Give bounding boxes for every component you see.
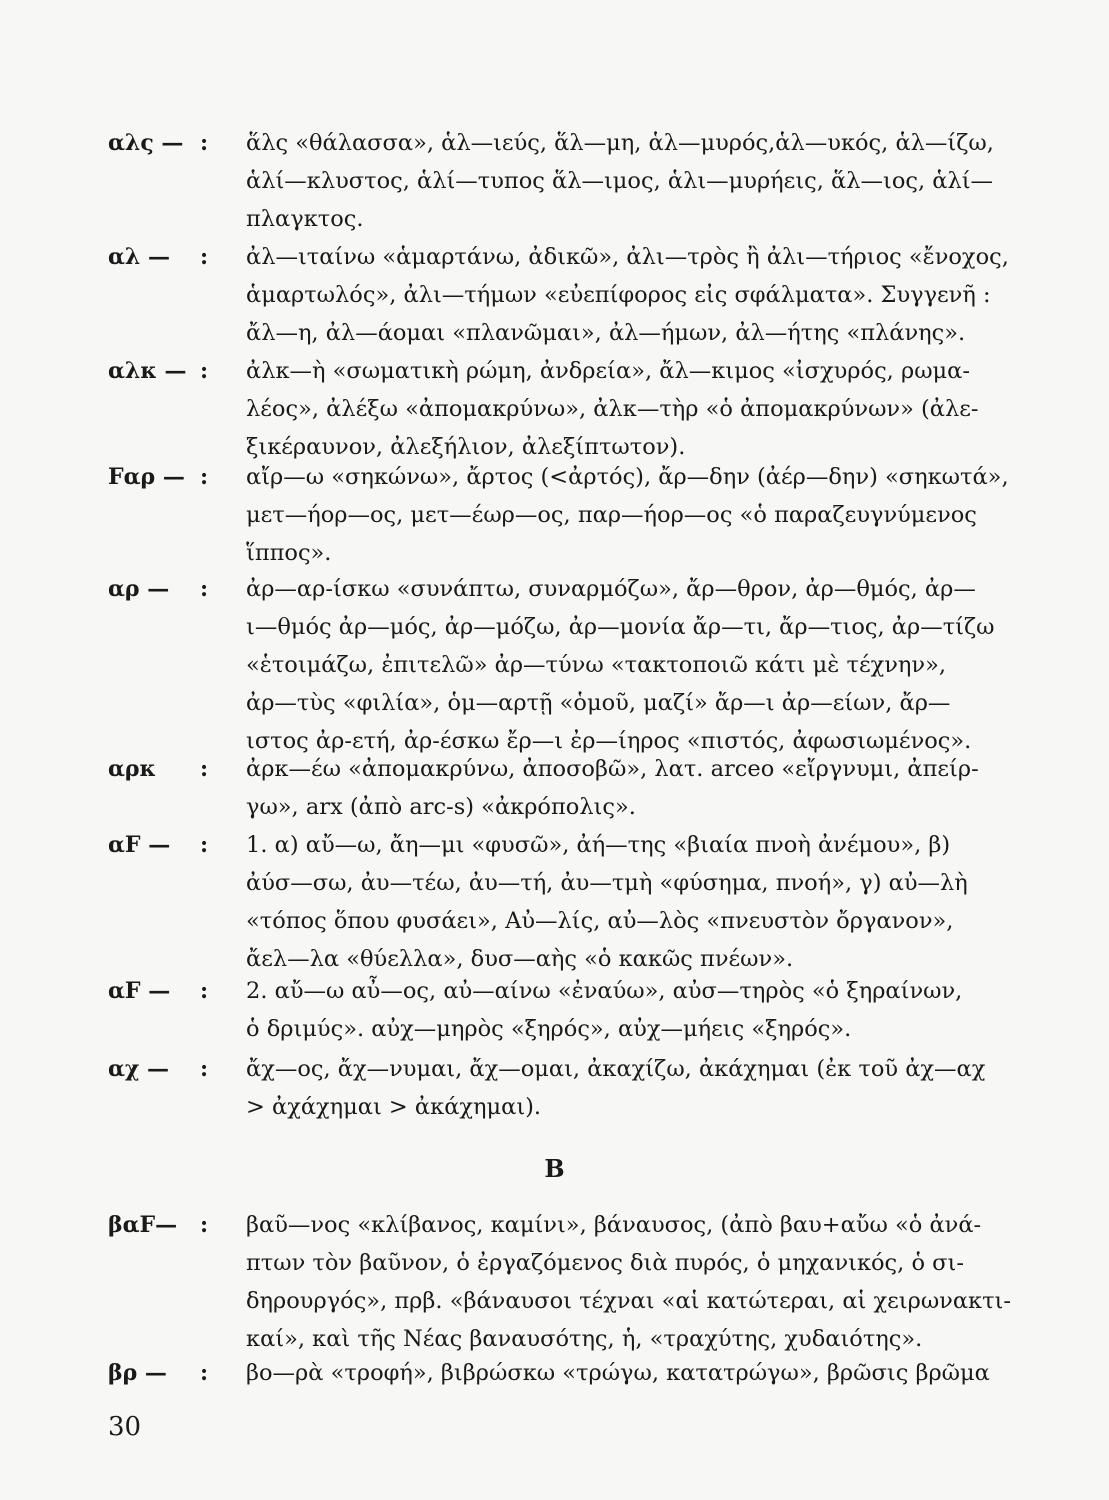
- definition-line: ξικέραυνον, ἀλεξήλιον, ἀλεξίπτωτον).: [246, 434, 686, 460]
- entry-colon: :: [200, 130, 209, 156]
- entry-colon: :: [200, 756, 209, 782]
- entry-root: βαF—: [108, 1212, 178, 1238]
- entry-far: [108, 458, 1038, 572]
- definition-line: ἄελ—λα «θύελλα», δυσ—αὴς «ὁ κακῶς πνέων».: [246, 946, 794, 972]
- entry-vaf: [108, 1206, 1038, 1358]
- entry-vr: [108, 1354, 1038, 1392]
- definition-line: 2. αὔ—ω αὖ—ος, αὐ—αίνω «ἐναύω», αὐσ—τηρὸς «ὁ ξηραίνων,: [246, 978, 963, 1004]
- definition-line: > ἀχάχημαι > ἀκάχημαι).: [246, 1094, 542, 1120]
- entry-root: βρ —: [108, 1360, 167, 1386]
- entry-als: [108, 124, 1038, 238]
- definition-line: πλαγκτος.: [246, 206, 364, 232]
- entry-colon: :: [200, 832, 209, 858]
- entry-colon: :: [200, 576, 209, 602]
- definition-line: ἅλς «θάλασσα», ἁλ—ιεύς, ἅλ—μη, ἁλ—μυρός,ἁλ—υκός, ἁλ—ίζω,: [246, 130, 994, 156]
- definition-line: ι—θμός ἀρ—μός, ἀρ—μόζω, ἀρ—μονία ἄρ—τι, ἄρ—τιος, ἀρ—τίζω: [246, 614, 995, 640]
- entry-colon: :: [200, 1212, 209, 1238]
- entry-root: αλς —: [108, 130, 184, 156]
- entry-root: αρκ: [108, 756, 157, 782]
- entry-definition: [246, 238, 1038, 352]
- definition-line: λέος», ἀλέξω «ἀπομακρύνω», ἀλκ—τὴρ «ὁ ἀπομακρύνων» (ἀλε-: [246, 396, 979, 422]
- definition-line: «τόπος ὅπου φυσάει», Αὐ—λίς, αὐ—λὸς «πνευστὸν ὄργανον»,: [246, 908, 954, 934]
- entry-definition: [246, 1354, 1038, 1392]
- entry-root: αλ —: [108, 244, 171, 270]
- definition-line: γω», arx (ἀπὸ arc-s) «ἀκρόπολις».: [246, 794, 636, 820]
- definition-line: ἄχ—ος, ἄχ—νυμαι, ἄχ—ομαι, ἀκαχίζω, ἀκάχημαι (ἐκ τοῦ ἀχ—αχ: [246, 1056, 986, 1082]
- entry-colon: :: [200, 1056, 209, 1082]
- entry-colon: :: [200, 1360, 209, 1386]
- entry-root: αρ —: [108, 576, 170, 602]
- entry-root: αλκ —: [108, 358, 187, 384]
- definition-line: «ἑτοιμάζω, ἐπιτελῶ» ἀρ—τύνω «τακτοποιῶ κάτι μὲ τέχνην»,: [246, 652, 946, 678]
- definition-line: ἄλ—η, ἀλ—άομαι «πλανῶμαι», ἀλ—ήμων, ἀλ—ήτης «πλάνης».: [246, 320, 966, 346]
- definition-line: ἁλί—κλυστος, ἁλί—τυπος ἅλ—ιμος, ἁλι—μυρήεις, ἅλ—ιος, ἁλί—: [246, 168, 994, 194]
- entry-definition: [246, 352, 1038, 466]
- definition-line: ἁμαρτωλός», ἀλι—τήμων «εὐεπίφορος εἰς σφάλματα». Συγγενῆ :: [246, 282, 991, 308]
- entry-definition: [246, 124, 1038, 238]
- entry-root: Fαρ —: [108, 464, 185, 490]
- entry-colon: :: [200, 978, 209, 1004]
- entry-definition: [246, 750, 1038, 826]
- entry-alk: [108, 352, 1038, 466]
- definition-line: μετ—ήορ—ος, μετ—έωρ—ος, παρ—ήορ—ος «ὁ παραζευγνύμενος: [246, 502, 977, 528]
- entry-al: [108, 238, 1038, 352]
- entry-colon: :: [200, 244, 209, 270]
- entry-definition: [246, 1206, 1038, 1358]
- definition-line: ἀρ—αρ-ίσκω «συνάπτω, συναρμόζω», ἄρ—θρον, ἀρ—θμός, ἀρ—: [246, 576, 976, 602]
- definition-line: δηρουργός», πρβ. «βάναυσοι τέχναι «αἱ κατώτεραι, αἱ χειρωνακτι-: [246, 1288, 1011, 1314]
- entry-definition: [246, 1050, 1038, 1126]
- section-letter: Β: [544, 1154, 565, 1183]
- definition-line: ἵππος».: [246, 540, 332, 566]
- entry-ach: [108, 1050, 1038, 1126]
- entry-definition: [246, 826, 1038, 978]
- entry-root: αF —: [108, 978, 171, 1004]
- entry-colon: :: [200, 464, 209, 490]
- definition-line: ιστος ἀρ-ετή, ἀρ-έσκω ἔρ—ι ἐρ—ίηρος «πιστός, ἀφωσιωμένος».: [246, 728, 972, 754]
- definition-line: πτων τὸν βαῦνον, ὁ ἐργαζόμενος διὰ πυρός, ὁ μηχανικός, ὁ σι-: [246, 1250, 964, 1276]
- entry-root: αF —: [108, 832, 171, 858]
- entry-ark: [108, 750, 1038, 826]
- entry-root: αχ —: [108, 1056, 170, 1082]
- definition-line: ὁ δριμύς». αὐχ—μηρὸς «ξηρός», αὐχ—μήεις «ξηρός».: [246, 1016, 852, 1042]
- entry-definition: [246, 972, 1038, 1048]
- definition-line: βαῦ—νος «κλίβανος, καμίνι», βάναυσος, (ἀπὸ βαυ+αὔω «ὁ ἀνά-: [246, 1212, 982, 1238]
- page-number: 30: [108, 1412, 142, 1442]
- definition-line: ἀρ—τὺς «φιλία», ὁμ—αρτῇ «ὁμοῦ, μαζί» ἄρ—ι ἀρ—είων, ἄρ—: [246, 690, 951, 716]
- entry-af-2: [108, 972, 1038, 1048]
- definition-line: ἀλ—ιταίνω «ἁμαρτάνω, ἀδικῶ», ἀλι—τρὸς ἢ ἀλι—τήριος «ἔνοχος,: [246, 244, 1009, 270]
- definition-line: ἀλκ—ὴ «σωματικὴ ρώμη, ἀνδρεία», ἄλ—κιμος «ἰσχυρός, ρωμα-: [246, 358, 970, 384]
- entry-af-1: [108, 826, 1038, 978]
- entry-definition: [246, 458, 1038, 572]
- definition-line: βο—ρὰ «τροφή», βιβρώσκω «τρώγω, κατατρώγω», βρῶσις βρῶμα: [246, 1360, 990, 1386]
- definition-line: ἀύσ—σω, ἀυ—τέω, ἀυ—τή, ἀυ—τμὴ «φύσημα, πνοή», γ) αὐ—λὴ: [246, 870, 968, 896]
- entry-definition: [246, 570, 1038, 760]
- definition-line: 1. α) αὔ—ω, ἄη—μι «φυσῶ», ἀή—της «βιαία πνοὴ ἀνέμου», β): [246, 832, 951, 858]
- definition-line: αἴρ—ω «σηκώνω», ἄρτος (<ἀρτός), ἄρ—δην (ἀέρ—δην) «σηκωτά»,: [246, 464, 1009, 490]
- definition-line: καί», καὶ τῆς Νέας βαναυσότης, ἡ, «τραχύτης, χυδαιότης».: [246, 1326, 923, 1352]
- entry-colon: :: [200, 358, 209, 384]
- definition-line: ἀρκ—έω «ἀπομακρύνω, ἀποσοβῶ», λατ. arceo «εἴργνυμι, ἀπείρ-: [246, 756, 979, 782]
- entry-ar: [108, 570, 1038, 760]
